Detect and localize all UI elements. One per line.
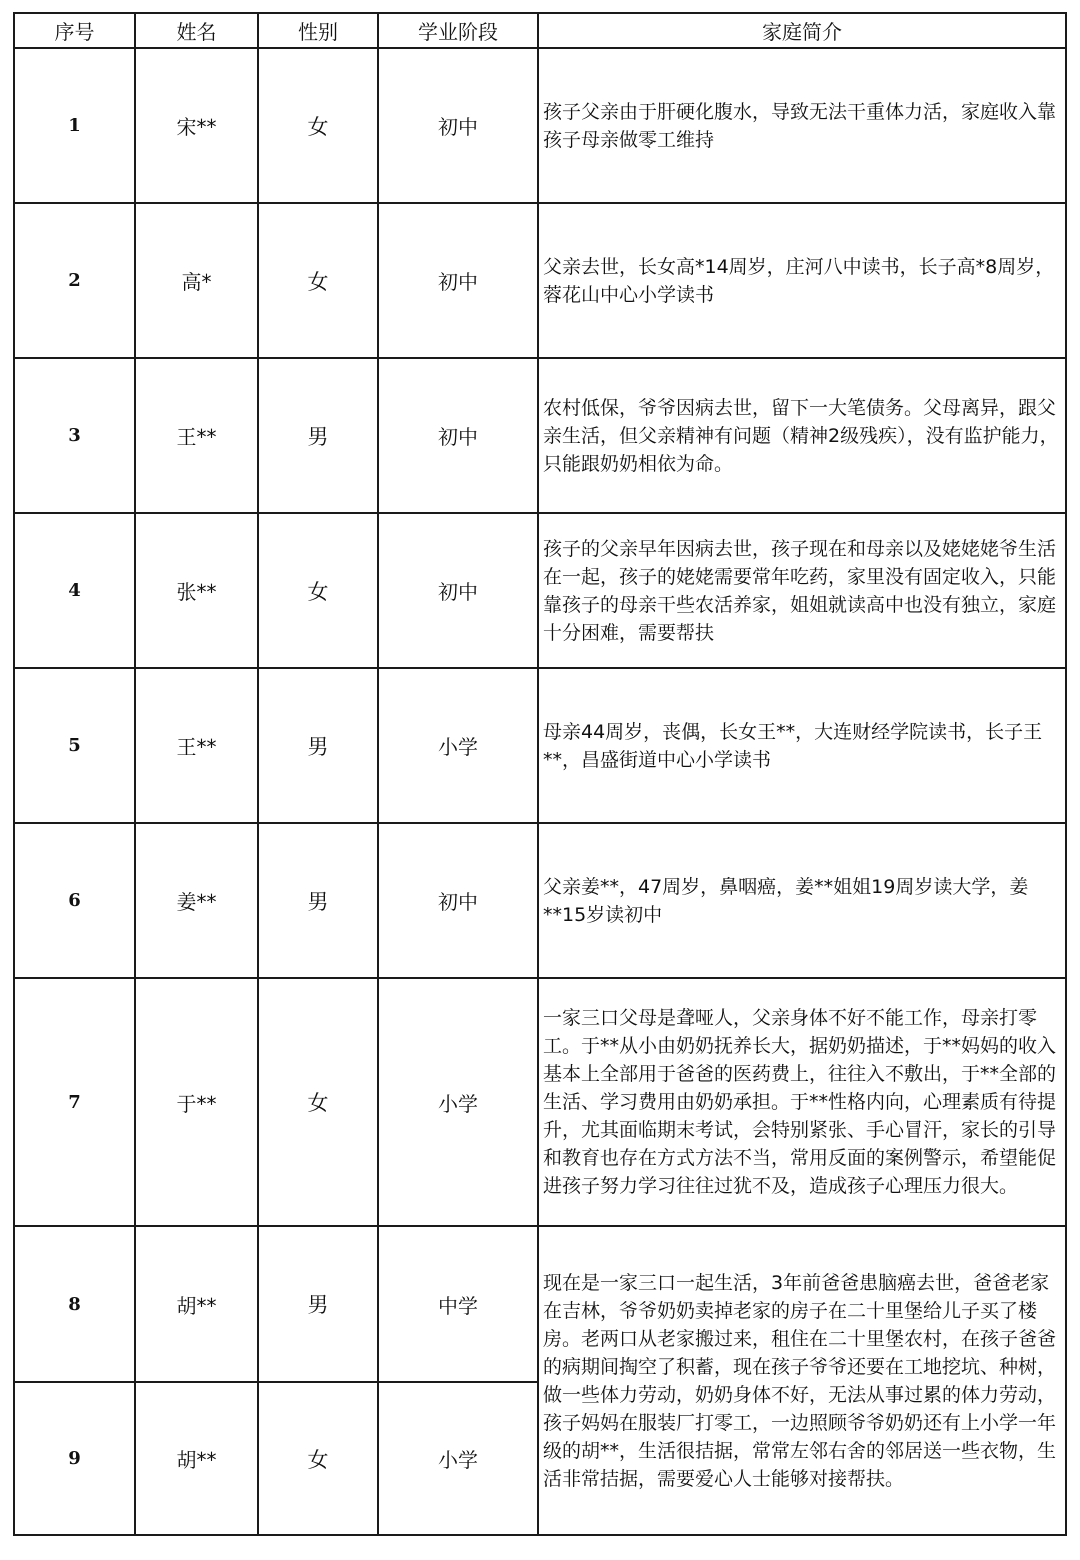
header-gender: 性别	[258, 13, 378, 48]
row-gender: 女	[258, 48, 378, 203]
row-stage: 中学	[378, 1226, 538, 1382]
header-stage: 学业阶段	[378, 13, 538, 48]
row-name: 胡**	[135, 1382, 258, 1535]
row-gender: 男	[258, 1226, 378, 1382]
row-no: 2	[14, 203, 135, 358]
row-gender: 女	[258, 1382, 378, 1535]
row-name: 宋**	[135, 48, 258, 203]
row-no: 4	[14, 513, 135, 668]
row-desc: 父亲姜**，47周岁，鼻咽癌，姜**姐姐19周岁读大学，姜**15岁读初中	[538, 823, 1066, 978]
row-name: 姜**	[135, 823, 258, 978]
row-stage: 初中	[378, 513, 538, 668]
table-row	[14, 668, 1066, 823]
table-row	[14, 978, 1066, 1226]
row-no: 3	[14, 358, 135, 513]
row-gender: 女	[258, 978, 378, 1226]
row-desc-merged: 现在是一家三口一起生活，3年前爸爸患脑癌去世，爸爸老家在吉林，爷爷奶奶卖掉老家的房子在二十里堡给儿子买了楼房。老两口从老家搬过来，租住在二十里堡农村，在孩子爸爸的病期间掏空了积蓄，现在孩子爷爷还要在工地挖坑、种树，做一些体力劳动，奶奶身体不好，无法从事过累的体力劳动，孩子妈妈在服装厂打零工，一边照顾爷爷奶奶还有上小学一年级的胡**，生活很拮据，常常左邻右舍的邻居送一些衣物，生活非常拮据，需要爱心人士能够对接帮扶。	[538, 1226, 1066, 1535]
table-row	[14, 48, 1066, 203]
row-desc: 孩子的父亲早年因病去世，孩子现在和母亲以及姥姥姥爷生活在一起，孩子的姥姥需要常年吃药，家里没有固定收入，只能靠孩子的母亲干些农活养家，姐姐就读高中也没有独立，家庭十分困难，需要帮扶	[538, 513, 1066, 668]
row-no: 9	[14, 1382, 135, 1535]
row-stage: 小学	[378, 978, 538, 1226]
table-row	[14, 1226, 1066, 1382]
row-stage: 小学	[378, 1382, 538, 1535]
row-no: 6	[14, 823, 135, 978]
row-name: 胡**	[135, 1226, 258, 1382]
row-name: 张**	[135, 513, 258, 668]
row-name: 王**	[135, 668, 258, 823]
header-name: 姓名	[135, 13, 258, 48]
row-gender: 男	[258, 358, 378, 513]
header-row	[14, 13, 1066, 48]
row-no: 7	[14, 978, 135, 1226]
row-name: 于**	[135, 978, 258, 1226]
family-info-table	[13, 12, 1067, 1536]
row-stage: 初中	[378, 358, 538, 513]
row-name: 高*	[135, 203, 258, 358]
row-desc: 一家三口父母是聋哑人，父亲身体不好不能工作，母亲打零工。于**从小由奶奶抚养长大，据奶奶描述，于**妈妈的收入基本上全部用于爸爸的医药费上，往往入不敷出，于**全部的生活、学习费用由奶奶承担。于**性格内向，心理素质有待提升，尤其面临期末考试，会特别紧张、手心冒汗，家长的引导和教育也存在方式方法不当，常用反面的案例警示，希望能促进孩子努力学习往往过犹不及，造成孩子心理压力很大。	[538, 978, 1066, 1226]
row-gender: 男	[258, 823, 378, 978]
row-stage: 初中	[378, 823, 538, 978]
header-desc: 家庭简介	[538, 13, 1066, 48]
header-no: 序号	[14, 13, 135, 48]
table-row	[14, 358, 1066, 513]
row-stage: 初中	[378, 48, 538, 203]
row-desc: 父亲去世，长女高*14周岁，庄河八中读书，长子高*8周岁，蓉花山中心小学读书	[538, 203, 1066, 358]
row-name: 王**	[135, 358, 258, 513]
table-row	[14, 513, 1066, 668]
row-desc: 农村低保，爷爷因病去世，留下一大笔债务。父母离异，跟父亲生活，但父亲精神有问题（精神2级残疾），没有监护能力，只能跟奶奶相依为命。	[538, 358, 1066, 513]
row-gender: 女	[258, 513, 378, 668]
row-desc: 母亲44周岁，丧偶，长女王**，大连财经学院读书，长子王**，昌盛街道中心小学读书	[538, 668, 1066, 823]
row-no: 1	[14, 48, 135, 203]
row-gender: 男	[258, 668, 378, 823]
row-gender: 女	[258, 203, 378, 358]
row-no: 5	[14, 668, 135, 823]
row-no: 8	[14, 1226, 135, 1382]
table-row	[14, 823, 1066, 978]
row-stage: 小学	[378, 668, 538, 823]
row-desc: 孩子父亲由于肝硬化腹水，导致无法干重体力活，家庭收入靠孩子母亲做零工维持	[538, 48, 1066, 203]
table-row	[14, 203, 1066, 358]
row-stage: 初中	[378, 203, 538, 358]
